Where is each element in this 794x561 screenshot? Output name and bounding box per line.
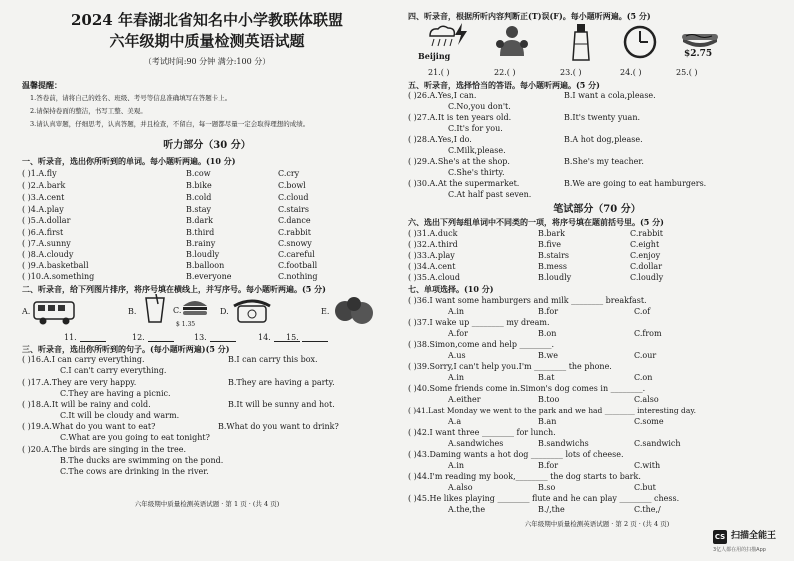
hot-dog-picture xyxy=(680,26,720,48)
section-6-title: 六、选出下列每组单词中不同类的一项，将序号填在题前括号里。(5 分) xyxy=(408,217,664,227)
option-c: C.cloud xyxy=(278,193,309,202)
notice-line: 3.请认真审题，仔细思考，认真答题，并且检查，不留白，每一题都尽量一定会取得理想的成绩。 xyxy=(30,120,310,128)
option-c: C.Milk,please. xyxy=(448,146,506,155)
section-3-title: 三、听录音，选出你所听到的句子。(每小题听两遍)(5 分) xyxy=(22,344,230,354)
option-c: C.with xyxy=(634,461,661,470)
notice-line: 1.答卷前，请将自己的姓名、班级、考号等信息准确填写在答题卡上。 xyxy=(30,94,232,102)
pic-label-c: C. xyxy=(173,306,182,315)
option-c: C.dollar xyxy=(630,262,663,271)
page-footer: 六年级期中质量检测英语试题 · 第 2 页 · (共 4 页) xyxy=(524,520,670,528)
option-b: B.so xyxy=(538,483,556,492)
option-c: C.I can't carry everything. xyxy=(60,366,167,375)
school-bus-picture xyxy=(32,296,78,326)
option-b: B./,the xyxy=(538,505,565,514)
option-c: C.It's for you. xyxy=(448,124,503,133)
option-b: B.for xyxy=(538,307,559,316)
option-c: C.our xyxy=(634,351,657,360)
option-b: B.The ducks are swimming on the pond. xyxy=(60,456,224,465)
option-a: ( )2.A.bark xyxy=(22,181,66,190)
section-4-title: 四、听录音，根据所听内容判断正(T)误(F)。每小题听两遍。(5 分) xyxy=(408,11,651,21)
question-stem: ( )44.I'm reading my book,________ the dog starts to bark. xyxy=(408,472,641,481)
option-a: ( )31.A.duck xyxy=(408,229,458,238)
option-b: B.cold xyxy=(186,193,212,202)
option-b: B.stairs xyxy=(538,251,569,260)
pic-label-b: B. xyxy=(128,307,137,316)
option-b: B.bark xyxy=(538,229,565,238)
option-a: ( )8.A.cloudy xyxy=(22,250,74,259)
listening-header: 听力部分（30 分） xyxy=(163,140,251,151)
option-b: B.She's my teacher. xyxy=(564,157,644,166)
city-label: Beijing xyxy=(418,51,451,61)
option-a: ( )26.A.Yes,I can. xyxy=(408,91,477,100)
option-b: B.I can carry this box. xyxy=(228,355,318,364)
option-b: B.balloon xyxy=(186,261,225,270)
question-stem: ( )39.Sorry,I can't help you.I'm ________ the phone. xyxy=(408,362,612,371)
option-b: B.It will be sunny and hot. xyxy=(228,400,335,409)
option-c: C.nothing xyxy=(278,272,318,281)
question-stem: ( )38.Simon,come and help ________. xyxy=(408,340,555,349)
option-b: B.dark xyxy=(186,216,213,225)
option-a: ( )33.A.play xyxy=(408,251,455,260)
option-b: B.for xyxy=(538,461,559,470)
clock-icon xyxy=(622,24,658,60)
option-a: ( )16.A.I can carry everything. xyxy=(22,355,145,364)
option-c: C.rabbit xyxy=(278,228,311,237)
answer-23: 23.( ) xyxy=(560,68,582,77)
option-c: C.They are having a picnic. xyxy=(60,389,171,398)
option-a: ( )19.A.What do you want to eat? xyxy=(22,422,156,431)
blank-12: 12. xyxy=(132,333,145,342)
option-c: C.football xyxy=(278,261,318,270)
option-a: A.in xyxy=(448,373,465,382)
option-b: B.What do you want to drink? xyxy=(218,422,339,431)
option-b: B.everyone xyxy=(186,272,232,281)
option-a: ( )4.A.play xyxy=(22,205,64,214)
watermark-sub: 3亿人都在用的扫描App xyxy=(713,547,766,553)
question-stem: ( )37.I wake up ________ my dream. xyxy=(408,318,550,327)
exam-title: 2024 年春湖北省知名中小学教联体联盟 xyxy=(71,11,343,29)
option-a: A.also xyxy=(448,483,473,492)
telephone-picture xyxy=(230,296,274,324)
option-c: C.At half past seven. xyxy=(448,190,532,199)
option-a: A.for xyxy=(448,329,468,338)
option-b: B.we xyxy=(538,351,559,360)
option-b: B.sandwichs xyxy=(538,439,589,448)
option-c: C.What are you going to eat tonight? xyxy=(60,433,210,442)
option-b: B.third xyxy=(186,228,215,237)
option-c: C.bowl xyxy=(278,181,306,190)
option-b: B.rainy xyxy=(186,239,216,248)
option-c: C.She's thirty. xyxy=(448,168,505,177)
option-b: B.stay xyxy=(186,205,212,214)
option-c: C.careful xyxy=(278,250,315,259)
option-a: ( )7.A.sunny xyxy=(22,239,71,248)
option-b: B.cow xyxy=(186,169,211,178)
pic-label-e: E. xyxy=(321,307,330,316)
notice-line: 2.请保持卷面的整洁，书写工整、美观。 xyxy=(30,107,147,115)
option-b: B.at xyxy=(538,373,555,382)
written-header: 笔试部分（70 分） xyxy=(553,204,641,215)
answer-line[interactable] xyxy=(80,334,106,342)
option-a: ( )28.A.Yes,I do. xyxy=(408,135,472,144)
question-stem: ( )42.I want three ________ for lunch. xyxy=(408,428,556,437)
section-2-title: 二、听录音，给下列图片排序，将序号填在横线上，并写序号。每小题听两遍。(5 分) xyxy=(22,284,326,294)
option-b: B.They are having a party. xyxy=(228,378,335,387)
option-a: ( )17.A.They are very happy. xyxy=(22,378,137,387)
option-a: ( )20.A.The birds are singing in the tree. xyxy=(22,445,186,454)
exam-info: （考试时间:90 分钟 满分:100 分） xyxy=(143,57,271,66)
price-label: $2.75 xyxy=(684,49,713,59)
answer-25: 25.( ) xyxy=(676,68,698,77)
question-stem: ( )45.He likes playing ________ flute and he can play ________ chess. xyxy=(408,494,680,503)
question-stem: ( )36.I want some hamburgers and milk ________ breakfast. xyxy=(408,296,647,305)
option-a: A.in xyxy=(448,307,465,316)
option-c: C.The cows are drinking in the river. xyxy=(60,467,209,476)
vegetables-picture xyxy=(332,294,376,326)
option-c: C.It will be cloudy and warm. xyxy=(60,411,180,420)
option-c: C.snowy xyxy=(278,239,312,248)
option-b: B.bike xyxy=(186,181,212,190)
option-c: C.the,/ xyxy=(634,505,661,514)
option-c: C.loudly xyxy=(630,273,664,282)
answer-line[interactable] xyxy=(148,334,174,342)
option-a: ( )18.A.It will be rainy and cold. xyxy=(22,400,151,409)
option-b: B.five xyxy=(538,240,562,249)
answer-24: 24.( ) xyxy=(620,68,642,77)
option-c: C.cry xyxy=(278,169,300,178)
answer-22: 22.( ) xyxy=(494,68,516,77)
option-a: A.the,the xyxy=(448,505,486,514)
blank-14: 14. xyxy=(258,333,271,342)
option-c: C.rabbit xyxy=(630,229,663,238)
pic-label-d: D. xyxy=(220,307,229,316)
option-a: ( )34.A.cent xyxy=(408,262,456,271)
option-b: B.mess xyxy=(538,262,567,271)
option-c: C.eight xyxy=(630,240,660,249)
page-footer: 六年级期中质量检测英语试题 · 第 1 页 · (共 4 页) xyxy=(134,500,280,508)
option-a: ( )30.A.At the supermarket. xyxy=(408,179,520,188)
blank-11: 11. xyxy=(64,333,77,342)
option-c: C.but xyxy=(634,483,656,492)
hamburger-picture xyxy=(180,296,210,318)
scanner-watermark xyxy=(713,528,793,558)
blank-15: 15. xyxy=(286,333,299,342)
price-tag: $ 1.35 xyxy=(176,321,196,328)
option-a: A.sandwiches xyxy=(448,439,504,448)
option-a: ( )35.A.cloud xyxy=(408,273,460,282)
option-b: B.We are going to eat hamburgers. xyxy=(564,179,707,188)
bottle-picture xyxy=(568,22,594,62)
option-c: C.sandwich xyxy=(634,439,681,448)
blank-13: 13. xyxy=(194,333,207,342)
option-a: ( )32.A.third xyxy=(408,240,458,249)
option-b: B.too xyxy=(538,395,560,404)
option-b: B.loudly xyxy=(186,250,220,259)
answer-line[interactable] xyxy=(210,334,236,342)
option-c: C.on xyxy=(634,373,653,382)
page-2 xyxy=(408,0,786,561)
lightning-icon xyxy=(452,22,470,46)
answer-line[interactable] xyxy=(302,334,328,342)
option-a: ( )1.A.fly xyxy=(22,169,57,178)
option-a: ( )27.A.It is ten years old. xyxy=(408,113,512,122)
option-c: C.of xyxy=(634,307,651,316)
watermark-name: 扫描全能王 xyxy=(731,531,777,541)
section-1-title: 一、听录音，选出你所听到的单词。每小题听两遍。(10 分) xyxy=(22,156,236,166)
option-b: B.on xyxy=(538,329,557,338)
option-b: B.It's twenty yuan. xyxy=(564,113,641,122)
option-c: C.enjoy xyxy=(630,251,661,260)
option-a: ( )3.A.cent xyxy=(22,193,65,202)
cs-logo-icon: CS xyxy=(713,530,727,544)
option-c: C.from xyxy=(634,329,662,338)
answer-21: 21.( ) xyxy=(428,68,450,77)
cup-picture xyxy=(142,294,168,324)
option-a: ( )10.A.something xyxy=(22,272,95,281)
page-1 xyxy=(22,0,392,561)
option-a: A.a xyxy=(448,417,462,426)
pic-label-a: A. xyxy=(22,307,31,316)
option-a: ( )9.A.basketball xyxy=(22,261,89,270)
option-a: ( )5.A.dollar xyxy=(22,216,71,225)
option-a: ( )6.A.first xyxy=(22,228,64,237)
people-picture xyxy=(492,24,532,58)
option-b: B.I want a cola,please. xyxy=(564,91,656,100)
option-c: C.also xyxy=(634,395,659,404)
option-c: C.some xyxy=(634,417,664,426)
option-b: B.loudly xyxy=(538,273,572,282)
option-b: B.A hot dog,please. xyxy=(564,135,643,144)
option-a: A.in xyxy=(448,461,465,470)
option-c: C.No,you don't. xyxy=(448,102,511,111)
option-a: A.either xyxy=(448,395,481,404)
question-stem: ( )40.Some friends come in.Simon's dog comes in ________. xyxy=(408,384,646,393)
option-b: B.an xyxy=(538,417,557,426)
option-c: C.dance xyxy=(278,216,311,225)
notice-title: 温馨提醒： xyxy=(22,80,62,90)
question-stem: ( )41.Last Monday we went to the park and we had ________ interesting day. xyxy=(408,406,696,415)
section-7-title: 七、单项选择。(10 分) xyxy=(408,284,494,294)
exam-subtitle: 六年级期中质量检测英语试题 xyxy=(109,32,305,50)
option-a: A.us xyxy=(448,351,466,360)
section-5-title: 五、听录音，选择恰当的答语。每小题听两遍。(5 分) xyxy=(408,80,600,90)
option-a: ( )29.A.She's at the shop. xyxy=(408,157,510,166)
question-stem: ( )43.Daming wants a hot dog ________ lots of cheese. xyxy=(408,450,624,459)
option-c: C.stairs xyxy=(278,205,309,214)
